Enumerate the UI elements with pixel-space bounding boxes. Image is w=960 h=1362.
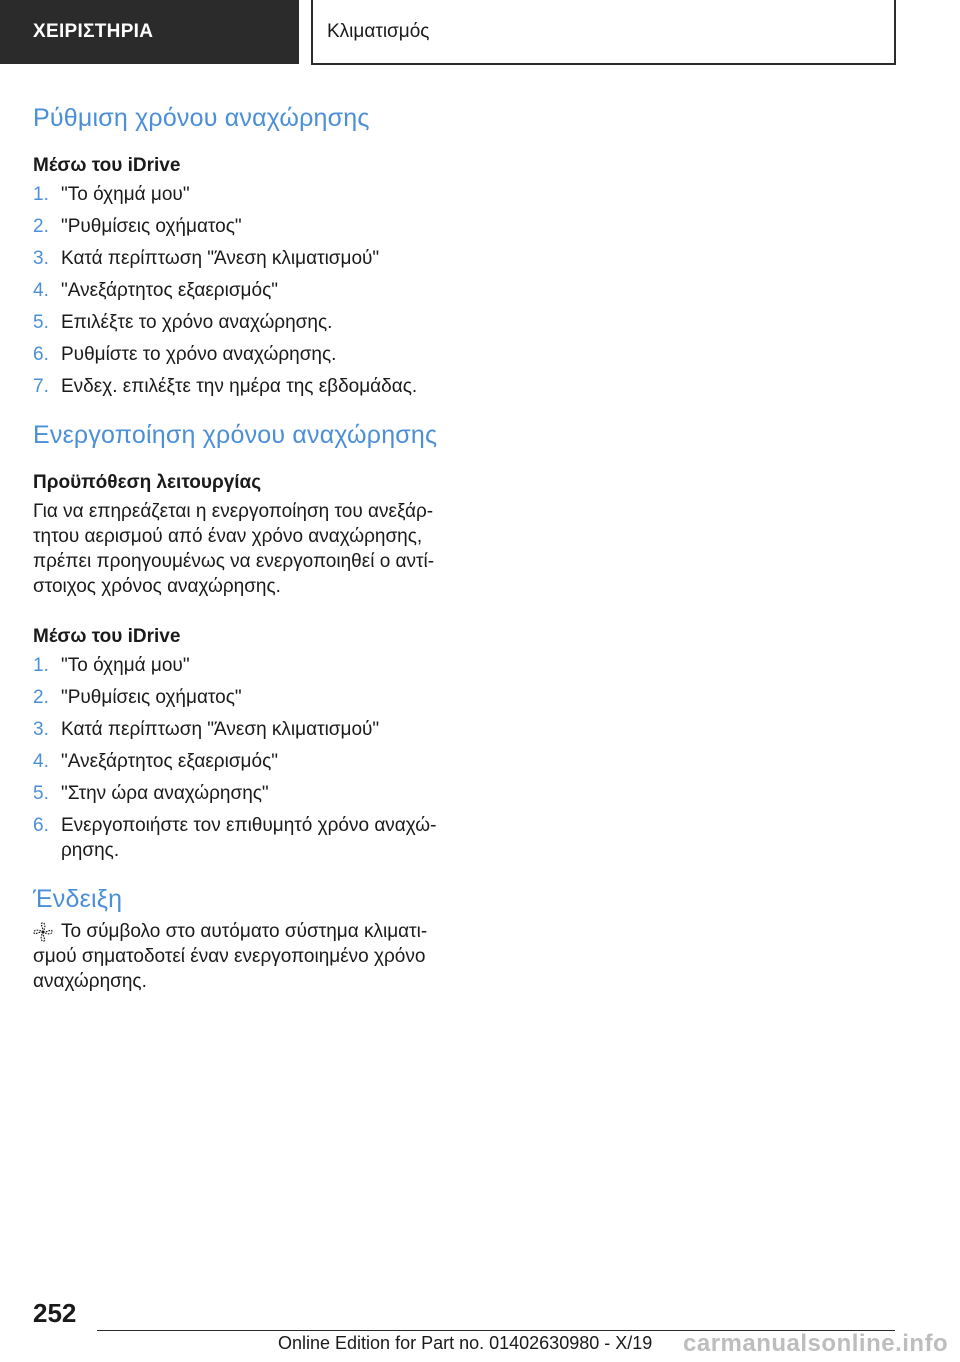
- step-number: 5.: [33, 783, 49, 804]
- footer-edition: Online Edition for Part no. 01402630980 - X/19: [278, 1333, 653, 1353]
- step-text: Κατά περίπτωση "Άνεση κλιματισμού": [61, 248, 380, 269]
- step-text: Ρυθμίστε το χρόνο αναχώρησης.: [61, 344, 337, 365]
- header-chapter-box: [311, 0, 896, 65]
- step-number: 1.: [33, 655, 49, 676]
- steps-list-setting: [33, 182, 453, 399]
- list-item: [33, 310, 453, 335]
- section-title-departure-time-setting: Ρύθμιση χρόνου αναχώρησης: [33, 104, 370, 132]
- section-title-display: Ένδειξη: [33, 885, 123, 913]
- step-number: 6.: [33, 344, 49, 365]
- step-number: 3.: [33, 248, 49, 269]
- subheading-prerequisite: Προϋπόθεση λειτουργίας: [33, 472, 262, 493]
- step-number: 4.: [33, 751, 49, 772]
- section-title-departure-time-activation: Ενεργοποίηση χρόνου αναχώρησης: [33, 421, 438, 449]
- step-text: "Το όχημά μου": [61, 184, 190, 205]
- step-text: "Ανεξάρτητος εξαερισμός": [61, 280, 278, 301]
- step-text: Ενεργοποιήστε τον επιθυμητό χρόνο αναχώ-ρησης.: [61, 815, 437, 861]
- step-number: 3.: [33, 719, 49, 740]
- header-section-title: ΧΕΙΡΙΣΤΗΡΙΑ: [33, 21, 154, 42]
- list-item: [33, 685, 453, 710]
- list-item: [33, 653, 453, 678]
- step-number: 7.: [33, 376, 49, 397]
- display-note-text: Το σύμβολο στο αυτόματο σύστημα κλιματι-σμού σηματοδοτεί έναν ενεργοποιημένο χρόνο αναχώρησης.: [33, 921, 428, 992]
- step-text: "Το όχημά μου": [61, 655, 190, 676]
- step-text: "Ρυθμίσεις οχήματος": [61, 687, 242, 708]
- subheading-via-idrive: Μέσω του iDrive: [33, 155, 181, 176]
- step-number: 5.: [33, 312, 49, 333]
- list-item: [33, 781, 453, 806]
- step-text: Ενδεχ. επιλέξτε την ημέρα της εβδομάδας.: [61, 376, 418, 397]
- step-number: 4.: [33, 280, 49, 301]
- step-text: Επιλέξτε το χρόνο αναχώρησης.: [61, 312, 333, 333]
- steps-list-activation: [33, 653, 453, 863]
- list-item: [33, 214, 453, 239]
- step-text: "Ρυθμίσεις οχήματος": [61, 216, 242, 237]
- list-item: [33, 342, 453, 367]
- fan-icon: [33, 922, 53, 942]
- page-content: [33, 98, 453, 994]
- step-number: 1.: [33, 184, 49, 205]
- header-chapter-title: Κλιματισμός: [327, 20, 430, 42]
- list-item: [33, 246, 453, 271]
- list-item: [33, 374, 453, 399]
- header-section-tab: [0, 0, 299, 64]
- list-item: [33, 182, 453, 207]
- step-number: 2.: [33, 216, 49, 237]
- step-text: Κατά περίπτωση "Άνεση κλιματισμού": [61, 719, 380, 740]
- watermark: carmanualsonline.info: [683, 1330, 949, 1357]
- prerequisite-text: Για να επηρεάζεται η ενεργοποίηση του ανεξάρ-τητου αερισμού από έναν χρόνο αναχώρησης, πρέπει προηγουμένως να ενεργοποιηθεί ο αντί-στοιχος χρόνος αναχώρησης.: [33, 501, 435, 597]
- list-item: [33, 749, 453, 774]
- step-number: 6.: [33, 815, 49, 836]
- display-note: [33, 919, 453, 994]
- list-item: [33, 278, 453, 303]
- step-text: "Στην ώρα αναχώρησης": [61, 783, 269, 804]
- page-number: 252: [33, 1298, 77, 1328]
- subheading-via-idrive: Μέσω του iDrive: [33, 626, 181, 647]
- list-item: [33, 813, 453, 863]
- step-number: 2.: [33, 687, 49, 708]
- list-item: [33, 717, 453, 742]
- step-text: "Ανεξάρτητος εξαερισμός": [61, 751, 278, 772]
